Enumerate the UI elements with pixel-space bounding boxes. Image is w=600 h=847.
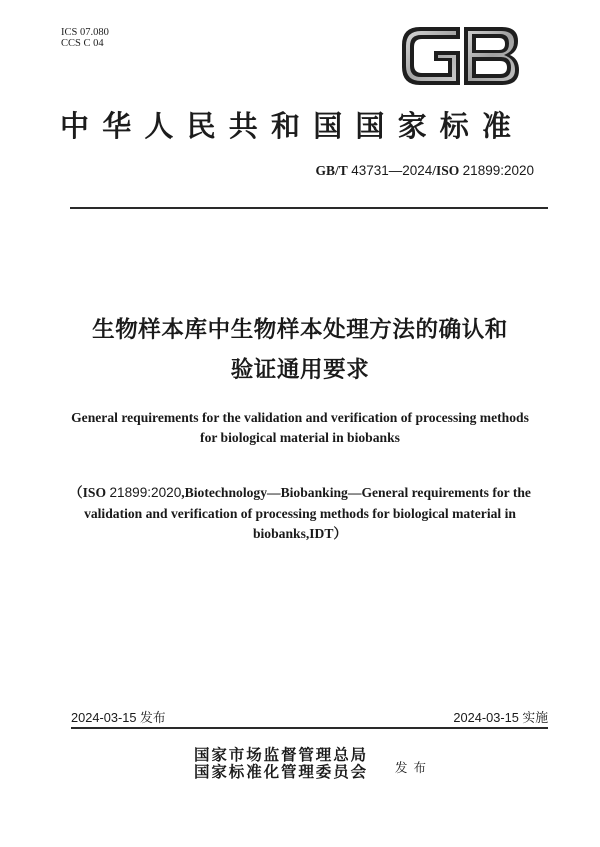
iso-prefix: ISO: [436, 163, 460, 178]
ics-code: ICS 07.080: [61, 27, 109, 38]
english-title-line-2: for biological material in biobanks: [200, 430, 400, 445]
iso-ref-prefix: ISO: [82, 485, 110, 500]
iso-reference-line-2: validation and verification of processing methods for biological material in: [84, 506, 516, 521]
gb-logo-icon: [398, 25, 522, 87]
national-standard-banner: 中华人民共和国国家标准: [60, 109, 525, 143]
iso-ref-number: 21899:2020: [109, 485, 182, 500]
std-number: 43731—2024: [351, 163, 433, 178]
iso-number: 21899:2020: [462, 163, 534, 178]
standard-number: [316, 163, 534, 179]
ccs-code: CCS C 04: [61, 38, 104, 49]
chinese-title-line-2: 验证通用要求: [230, 357, 370, 383]
issuer-samr: 国家市场监督管理总局: [194, 745, 369, 764]
implementation-date: 2024-03-15 实施: [453, 710, 548, 725]
std-prefix: GB/T: [315, 163, 348, 178]
std-separator: /: [432, 163, 437, 178]
header-divider: [70, 207, 548, 209]
issue-label: 发布: [395, 760, 433, 775]
chinese-title-line-1: 生物样本库中生物样本处理方法的确认和: [92, 317, 508, 343]
iso-ref-title: ,Biotechnology—Biobanking—General requirements for the: [181, 485, 531, 500]
iso-reference-line-1: [0, 483, 600, 503]
english-title-line-1: General requirements for the validation and verification of processing methods: [71, 410, 529, 425]
publish-date: 2024-03-15 发布: [71, 710, 166, 725]
issuer-sac: 国家标准化管理委员会: [194, 762, 369, 781]
iso-open-paren: （: [69, 485, 83, 500]
footer-divider: [71, 727, 548, 729]
issuing-bodies: [194, 746, 368, 780]
classification-codes: [61, 27, 109, 49]
iso-reference-line-3: biobanks,IDT）: [252, 526, 348, 541]
